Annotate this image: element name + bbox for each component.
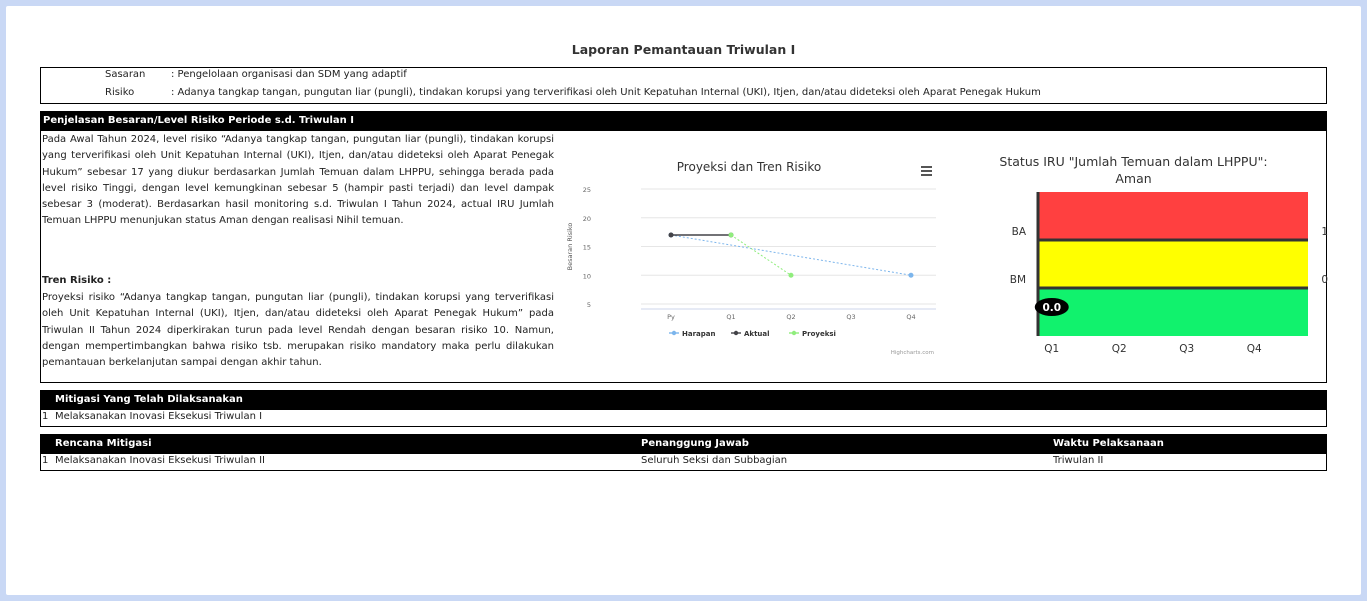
line-chart-svg — [559, 152, 939, 367]
threshold-label-left: BM — [1009, 274, 1026, 286]
status-chart — [956, 152, 1326, 367]
rencana-section — [40, 434, 1327, 471]
mitigasi-heading: Mitigasi Yang Telah Dilaksanakan — [41, 391, 1326, 410]
status-band — [1038, 240, 1308, 288]
penjelasan-paragraph: Pada Awal Tahun 2024, level risiko “Adanya tangkap tangan, pungutan liar (pungli), tindakan korupsi yang terverifikasi oleh Unit Kepatuhan Internal (UKI), Itjen, dan/atau dideteksi oleh Aparat Penegak Hukum” sebesar 17 yang diukur berdasarkan Jumlah Temuan dalam LHPPU, sehingga berada pada level risiko Tinggi, dengan level kemungkinan sebesar 5 (hampir pasti terjadi) dan level dampak sebesar 3 (moderat). Berdasarkan hasil monitoring s.d. Triwulan I Tahun 2024, actual IRU Jumlah Temuan LHPPU menunjukan status Aman dengan realisasi Nihil temuan. — [42, 134, 554, 227]
series-line-harapan — [671, 235, 911, 275]
y-tick-label: 5 — [586, 301, 591, 309]
status-x-tick: Q4 — [1246, 343, 1262, 355]
series-line-proyeksi — [731, 235, 791, 275]
chart-credit: Highcharts.com — [890, 350, 934, 356]
sasaran-label: Sasaran — [105, 69, 146, 80]
rencana-row-text: Melaksanakan Inovasi Eksekusi Triwulan II — [55, 455, 265, 466]
status-chart-svg — [956, 152, 1326, 367]
series-point-aktual — [669, 233, 674, 238]
sasaran-risiko-box — [40, 67, 1327, 104]
legend-marker-proyeksi — [792, 331, 796, 335]
series-point-harapan — [909, 273, 914, 278]
series-point-proyeksi — [789, 273, 794, 278]
x-tick-label: Q3 — [846, 313, 856, 321]
line-chart — [559, 152, 939, 367]
y-tick-label: 25 — [582, 186, 591, 194]
status-x-tick: Q2 — [1111, 343, 1127, 355]
status-x-tick: Q1 — [1044, 343, 1060, 355]
rencana-row-waktu: Triwulan II — [1053, 455, 1104, 466]
y-tick-label: 10 — [582, 272, 591, 281]
sasaran-value: : Pengelolaan organisasi dan SDM yang adaptif — [171, 69, 407, 80]
legend-label-aktual: Aktual — [744, 330, 770, 338]
legend-label-proyeksi: Proyeksi — [802, 330, 836, 338]
mitigasi-row-text: Melaksanakan Inovasi Eksekusi Triwulan I — [55, 411, 263, 422]
threshold-label-right: 1 — [1321, 226, 1328, 238]
threshold-label-left: BA — [1011, 226, 1026, 238]
penjelasan-section — [40, 111, 1327, 383]
x-tick-label: Q4 — [906, 313, 916, 321]
risiko-value: : Adanya tangkap tangan, pungutan liar (pungli), tindakan korupsi yang terverifikasi oleh Unit Kepatuhan Internal (UKI), Itjen, dan/atau dideteksi oleh Aparat Penegak Hukum — [171, 87, 1041, 98]
series-point-proyeksi — [729, 233, 734, 238]
y-axis-title: Besaran Risiko — [566, 222, 574, 271]
page-title: Laporan Pemantauan Triwulan I — [571, 42, 796, 57]
rencana-row-no: 1 — [42, 455, 49, 466]
status-band — [1038, 288, 1308, 336]
x-tick-label: Q2 — [786, 313, 796, 321]
line-chart-title: Proyeksi dan Tren Risiko — [676, 160, 822, 174]
x-tick-label: Q1 — [726, 313, 736, 321]
tren-risiko-paragraph: Proyeksi risiko “Adanya tangkap tangan, pungutan liar (pungli), tindakan korupsi yang terverifikasi oleh Unit Kepatuhan Internal (UKI), Itjen, dan/atau dideteksi oleh Aparat Penegak Hukum” pada Triwulan II Tahun 2024 diperkirakan turun pada level Rendah dengan besaran risiko 10. Namun, dengan mempertimbangkan bahwa risiko tsb. merupakan risiko mandatory maka perlu dilakukan pemantauan berkelanjutan sampai dengan akhir tahun. — [42, 292, 554, 369]
y-tick-label: 15 — [582, 243, 591, 252]
data-label: 0.0 — [1042, 302, 1062, 314]
mitigasi-row-no: 1 — [42, 411, 49, 422]
legend-marker-harapan — [672, 331, 676, 335]
tren-risiko-label: Tren Risiko : — [42, 275, 112, 286]
status-chart-title-1: Status IRU "Jumlah Temuan dalam LHPPU": — [999, 154, 1268, 169]
legend-label-harapan: Harapan — [682, 330, 716, 338]
risiko-label: Risiko — [105, 87, 135, 98]
legend-marker-aktual — [734, 331, 738, 335]
rencana-col-pj: Penanggung Jawab — [641, 438, 749, 449]
x-tick-label: Py — [667, 313, 675, 321]
y-tick-label: 20 — [582, 214, 591, 223]
rencana-row-pj: Seluruh Seksi dan Subbagian — [641, 455, 788, 466]
status-band — [1038, 192, 1308, 240]
rencana-col-mitigasi: Rencana Mitigasi — [55, 438, 152, 449]
mitigasi-section — [40, 390, 1327, 427]
rencana-header-bar — [41, 435, 1326, 454]
status-chart-title-2: Aman — [1115, 171, 1152, 186]
threshold-label-right: 0 — [1321, 274, 1328, 286]
rencana-col-waktu: Waktu Pelaksanaan — [1053, 438, 1164, 449]
status-x-tick: Q3 — [1179, 343, 1195, 355]
penjelasan-heading: Penjelasan Besaran/Level Risiko Periode s.d. Triwulan I — [41, 112, 1326, 131]
